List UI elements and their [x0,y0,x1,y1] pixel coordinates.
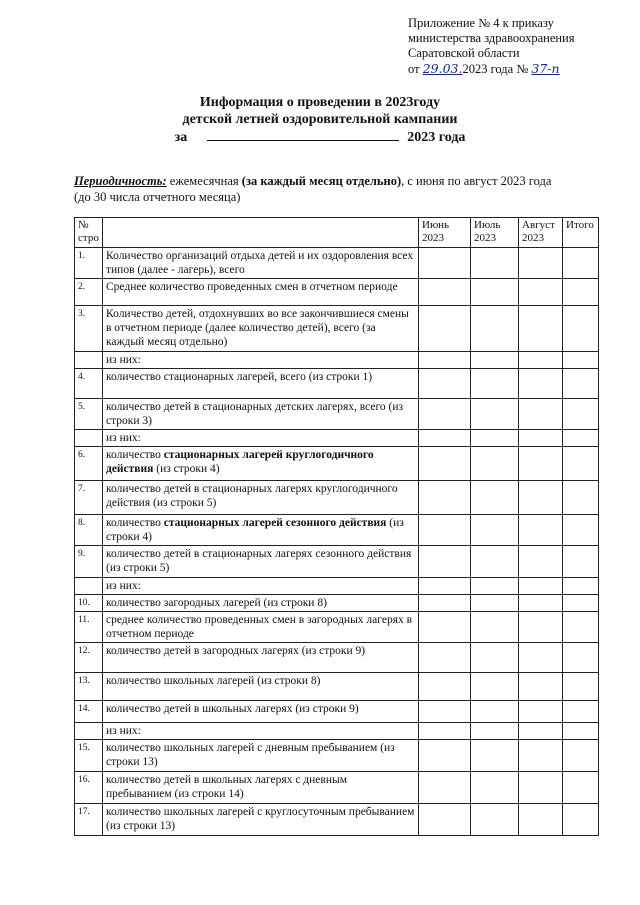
cell-august[interactable] [519,279,563,306]
cell-june[interactable] [419,352,471,369]
cell-total[interactable] [563,723,599,740]
row-indicator: среднее количество проведенных смен в загородных лагерях в отчетном периоде [103,612,419,643]
table-row [75,673,599,701]
cell-june[interactable] [419,740,471,772]
cell-june[interactable] [419,804,471,836]
cell-july[interactable] [471,430,519,447]
cell-august[interactable] [519,430,563,447]
cell-july[interactable] [471,701,519,723]
row-number: 4. [75,369,103,399]
header-name [103,218,419,248]
cell-total[interactable] [563,546,599,578]
row-indicator: количество школьных лагерей (из строки 8) [103,673,419,701]
cell-total[interactable] [563,399,599,430]
cell-august[interactable] [519,306,563,352]
cell-august[interactable] [519,369,563,399]
cell-august[interactable] [519,352,563,369]
cell-august[interactable] [519,447,563,481]
cell-june[interactable] [419,515,471,546]
appendix-line-3: Саратовской области [408,46,520,60]
cell-total[interactable] [563,701,599,723]
cell-total[interactable] [563,612,599,643]
cell-june[interactable] [419,546,471,578]
cell-july[interactable] [471,804,519,836]
cell-july[interactable] [471,399,519,430]
title-period-suffix: 2023 года [407,130,466,145]
cell-august[interactable] [519,701,563,723]
indicator-text-bold: стационарных лагерей круглогодичного действия [106,449,374,475]
title-period-line [150,128,490,146]
cell-july[interactable] [471,772,519,804]
row-number: 3. [75,306,103,352]
cell-total[interactable] [563,515,599,546]
appendix-number: 37-п [531,61,560,76]
cell-june[interactable] [419,673,471,701]
cell-august[interactable] [519,481,563,515]
cell-august[interactable] [519,772,563,804]
cell-july[interactable] [471,612,519,643]
cell-june[interactable] [419,279,471,306]
table-row [75,595,599,612]
table-row [75,279,599,306]
periodicity-label: Периодичность: [74,174,167,188]
table-row [75,740,599,772]
row-number: 9. [75,546,103,578]
table-body [75,248,599,836]
row-number: 10. [75,595,103,612]
periodicity-text-2: , с июня по август 2023 года [401,174,552,188]
cell-august[interactable] [519,804,563,836]
cell-august[interactable] [519,740,563,772]
appendix-line-1: Приложение № 4 к приказу [408,16,554,30]
cell-july[interactable] [471,515,519,546]
appendix-line-2: министерства здравоохранения [408,31,575,45]
appendix-order-line [408,61,633,77]
header-august: Август 2023 [519,218,563,248]
row-indicator: количество школьных лагерей с круглосуточным пребыванием (из строки 13) [103,804,419,836]
indicator-text-bold: стационарных лагерей сезонного действия [163,517,387,529]
cell-august[interactable] [519,643,563,673]
row-number: 2. [75,279,103,306]
header-july: Июль 2023 [471,218,519,248]
cell-june[interactable] [419,612,471,643]
cell-total[interactable] [563,352,599,369]
cell-july[interactable] [471,352,519,369]
cell-july[interactable] [471,546,519,578]
cell-july[interactable] [471,643,519,673]
cell-total[interactable] [563,248,599,279]
title-line-2: детской летней оздоровительной кампании [182,112,458,127]
cell-total[interactable] [563,369,599,399]
table-row [75,447,599,481]
table-row [75,430,599,447]
row-indicator [103,447,419,481]
row-number: 6. [75,447,103,481]
indicator-text-post: (из строки 4) [106,517,404,543]
row-number: 8. [75,515,103,546]
row-indicator: количество детей в стационарных детских лагерях, всего (из строки 3) [103,399,419,430]
cell-july[interactable] [471,595,519,612]
table-row [75,723,599,740]
cell-june[interactable] [419,772,471,804]
table-row [75,369,599,399]
cell-june[interactable] [419,578,471,595]
table-header-row [75,218,599,248]
row-indicator: из них: [103,352,419,369]
table-row [75,643,599,673]
row-number [75,723,103,740]
cell-total[interactable] [563,578,599,595]
header-total: Итого [563,218,599,248]
cell-total[interactable] [563,673,599,701]
appendix-prefix: от [408,62,420,76]
row-number: 15. [75,740,103,772]
row-number [75,352,103,369]
cell-total[interactable] [563,595,599,612]
row-number [75,578,103,595]
cell-july[interactable] [471,740,519,772]
row-indicator: количество школьных лагерей с дневным пребыванием (из строки 13) [103,740,419,772]
cell-august[interactable] [519,248,563,279]
cell-july[interactable] [471,723,519,740]
table-row [75,772,599,804]
cell-total[interactable] [563,447,599,481]
row-indicator: Среднее количество проведенных смен в отчетном периоде [103,279,419,306]
header-june: Июнь 2023 [419,218,471,248]
row-indicator: количество детей в стационарных лагерях сезонного действия (из строки 5) [103,546,419,578]
cell-august[interactable] [519,595,563,612]
table-row [75,701,599,723]
table-row [75,306,599,352]
periodicity-text-1: ежемесячная [169,174,239,188]
cell-june[interactable] [419,248,471,279]
cell-june[interactable] [419,430,471,447]
appendix-no-label: № [516,62,529,76]
row-indicator: из них: [103,430,419,447]
cell-july[interactable] [471,248,519,279]
cell-august[interactable] [519,515,563,546]
cell-june[interactable] [419,369,471,399]
row-number: 7. [75,481,103,515]
cell-total[interactable] [563,772,599,804]
table-row [75,481,599,515]
cell-july[interactable] [471,578,519,595]
title-line-1: Информация о проведении в 2023году [199,95,441,110]
row-indicator: количество загородных лагерей (из строки 8) [103,595,419,612]
appendix-date: 29.03. [422,61,463,76]
periodicity-bold: (за каждый месяц отдельно) [241,174,402,188]
cell-june[interactable] [419,595,471,612]
row-indicator: количество детей в школьных лагерях с дневным пребыванием (из строки 14) [103,772,419,804]
row-number: 1. [75,248,103,279]
table-row [75,804,599,836]
row-indicator: количество детей в стационарных лагерях круглогодичного действия (из строки 5) [103,481,419,515]
cell-august[interactable] [519,578,563,595]
appendix-year: 2023 года [462,62,514,76]
row-number: 5. [75,399,103,430]
row-number [75,430,103,447]
row-number: 12. [75,643,103,673]
cell-total[interactable] [563,804,599,836]
table-row [75,352,599,369]
cell-june[interactable] [419,643,471,673]
document-title [150,94,490,146]
cell-august[interactable] [519,673,563,701]
table-row [75,248,599,279]
row-number: 11. [75,612,103,643]
row-indicator: из них: [103,578,419,595]
row-indicator: количество детей в школьных лагерях (из строки 9) [103,701,419,723]
cell-total[interactable] [563,481,599,515]
row-indicator: из них: [103,723,419,740]
cell-july[interactable] [471,481,519,515]
row-indicator: количество стационарных лагерей, всего (из строки 1) [103,369,419,399]
cell-july[interactable] [471,447,519,481]
indicator-text-pre: количество [106,517,164,529]
cell-august[interactable] [519,546,563,578]
cell-total[interactable] [563,740,599,772]
appendix-header [408,16,633,77]
row-number: 13. [75,673,103,701]
title-period-prefix: за [174,130,188,145]
table-row [75,546,599,578]
cell-august[interactable] [519,723,563,740]
period-blank-field[interactable] [207,128,399,141]
cell-june[interactable] [419,481,471,515]
cell-june[interactable] [419,399,471,430]
table-row [75,612,599,643]
cell-total[interactable] [563,306,599,352]
cell-total[interactable] [563,279,599,306]
cell-august[interactable] [519,399,563,430]
table-row [75,578,599,595]
row-indicator: Количество организаций отдыха детей и их оздоровления всех типов (далее - лагерь), всего [103,248,419,279]
table-row [75,399,599,430]
row-indicator [103,515,419,546]
report-table [74,217,599,836]
periodicity-note [74,173,594,205]
row-indicator: количество детей в загородных лагерях (из строки 9) [103,643,419,673]
row-number: 17. [75,804,103,836]
row-number: 14. [75,701,103,723]
header-num: № стро [75,218,103,248]
periodicity-text-3: (до 30 числа отчетного месяца) [74,190,241,204]
cell-june[interactable] [419,306,471,352]
cell-june[interactable] [419,447,471,481]
cell-june[interactable] [419,701,471,723]
cell-june[interactable] [419,723,471,740]
cell-july[interactable] [471,369,519,399]
row-number: 16. [75,772,103,804]
cell-july[interactable] [471,279,519,306]
cell-total[interactable] [563,643,599,673]
cell-total[interactable] [563,430,599,447]
cell-july[interactable] [471,673,519,701]
cell-july[interactable] [471,306,519,352]
indicator-text-pre: количество [106,449,164,461]
table-row [75,515,599,546]
row-indicator: Количество детей, отдохнувших во все закончившиеся смены в отчетном периоде (далее количество детей), всего (за каждый месяц отдельно) [103,306,419,352]
cell-august[interactable] [519,612,563,643]
indicator-text-post: (из строки 4) [153,463,220,475]
